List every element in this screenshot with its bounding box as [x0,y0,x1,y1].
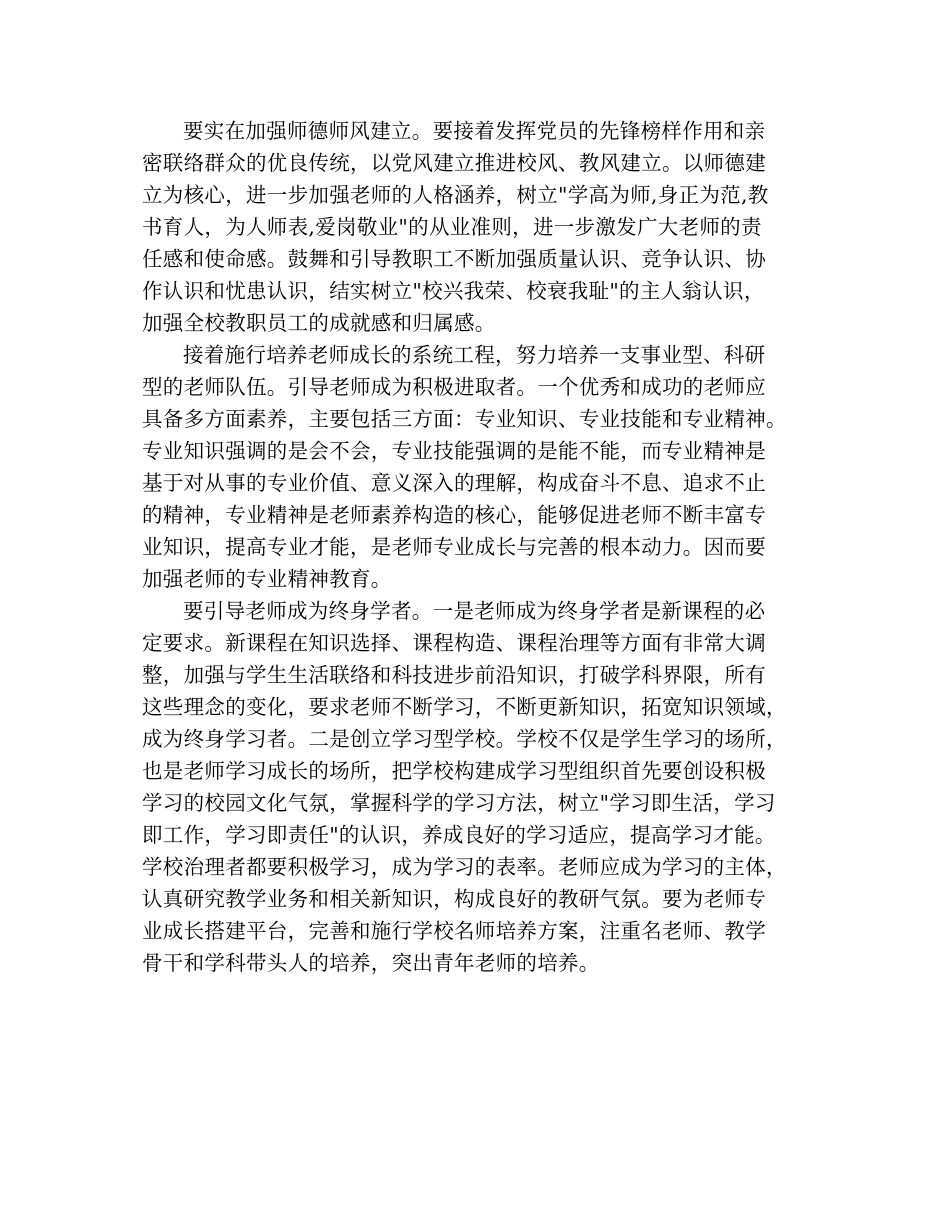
text-line: 认真研究教学业务和相关新知识，构成良好的教研气氛。要为老师专 [142,887,766,911]
text-line: 专业知识强调的是会不会，专业技能强调的是能不能，而专业精神是 [142,439,766,463]
text-line: 基于对从事的专业价值、意义深入的理解，构成奋斗不息、追求不止 [142,471,766,495]
text-line: 骨干和学科带头人的培养，突出青年老师的培养。 [142,951,600,975]
text-line: 密联络群众的优良传统，以党风建立推进校风、教风建立。以师德建 [142,151,766,175]
text-line: 加强全校教职员工的成就感和归属感。 [142,311,496,335]
text-line: 学校治理者都要积极学习，成为学习的表率。老师应成为学习的主体， [142,855,787,879]
paragraph-teacher-ethics [142,115,832,339]
text-line: 书育人，为人师表,爱岗敬业"的从业准则，进一步激发广大老师的责 [142,215,762,239]
document-body [142,115,832,979]
text-line: 立为核心，进一步加强老师的人格涵养，树立"学高为师,身正为范,教 [142,183,769,207]
text-line: 的精神，专业精神是老师素养构造的核心，能够促进老师不断丰富专 [142,503,766,527]
paragraph-lifelong-learning [142,595,832,979]
text-line: 接着施行培养老师成长的系统工程，努力培养一支事业型、科研 [183,343,766,367]
text-line: 任感和使命感。鼓舞和引导教职工不断加强质量认识、竞争认识、协 [142,247,766,271]
text-line: 型的老师队伍。引导老师成为积极进取者。一个优秀和成功的老师应 [142,375,766,399]
text-line: 业成长搭建平台，完善和施行学校名师培养方案，注重名老师、教学 [142,919,766,943]
text-line: 即工作，学习即责任"的认识，养成良好的学习适应，提高学习才能。 [142,823,776,847]
text-line: 加强老师的专业精神教育。 [142,567,392,591]
text-line: 这些理念的变化，要求老师不断学习，不断更新知识，拓宽知识领域， [142,695,787,719]
text-line: 整，加强与学生生活联络和科技进步前沿知识，打破学科界限，所有 [142,663,766,687]
text-line: 成为终身学习者。二是创立学习型学校。学校不仅是学生学习的场所， [142,727,787,751]
text-line: 定要求。新课程在知识选择、课程构造、课程治理等方面有非常大调 [142,631,766,655]
text-line: 业知识，提高专业才能，是老师专业成长与完善的根本动力。因而要 [142,535,766,559]
text-line: 要实在加强师德师风建立。要接着发挥党员的先锋榜样作用和亲 [183,119,766,143]
paragraph-teacher-growth [142,339,832,595]
text-line: 学习的校园文化气氛，掌握科学的学习方法，树立"学习即生活，学习 [142,791,776,815]
text-line: 也是老师学习成长的场所，把学校构建成学习型组织首先要创设积极 [142,759,766,783]
text-line: 具备多方面素养，主要包括三方面：专业知识、专业技能和专业精神。 [142,407,787,431]
text-line: 要引导老师成为终身学者。一是老师成为终身学者是新课程的必 [183,599,766,623]
text-line: 作认识和忧患认识，结实树立"校兴我荣、校衰我耻"的主人翁认识， [142,279,765,303]
